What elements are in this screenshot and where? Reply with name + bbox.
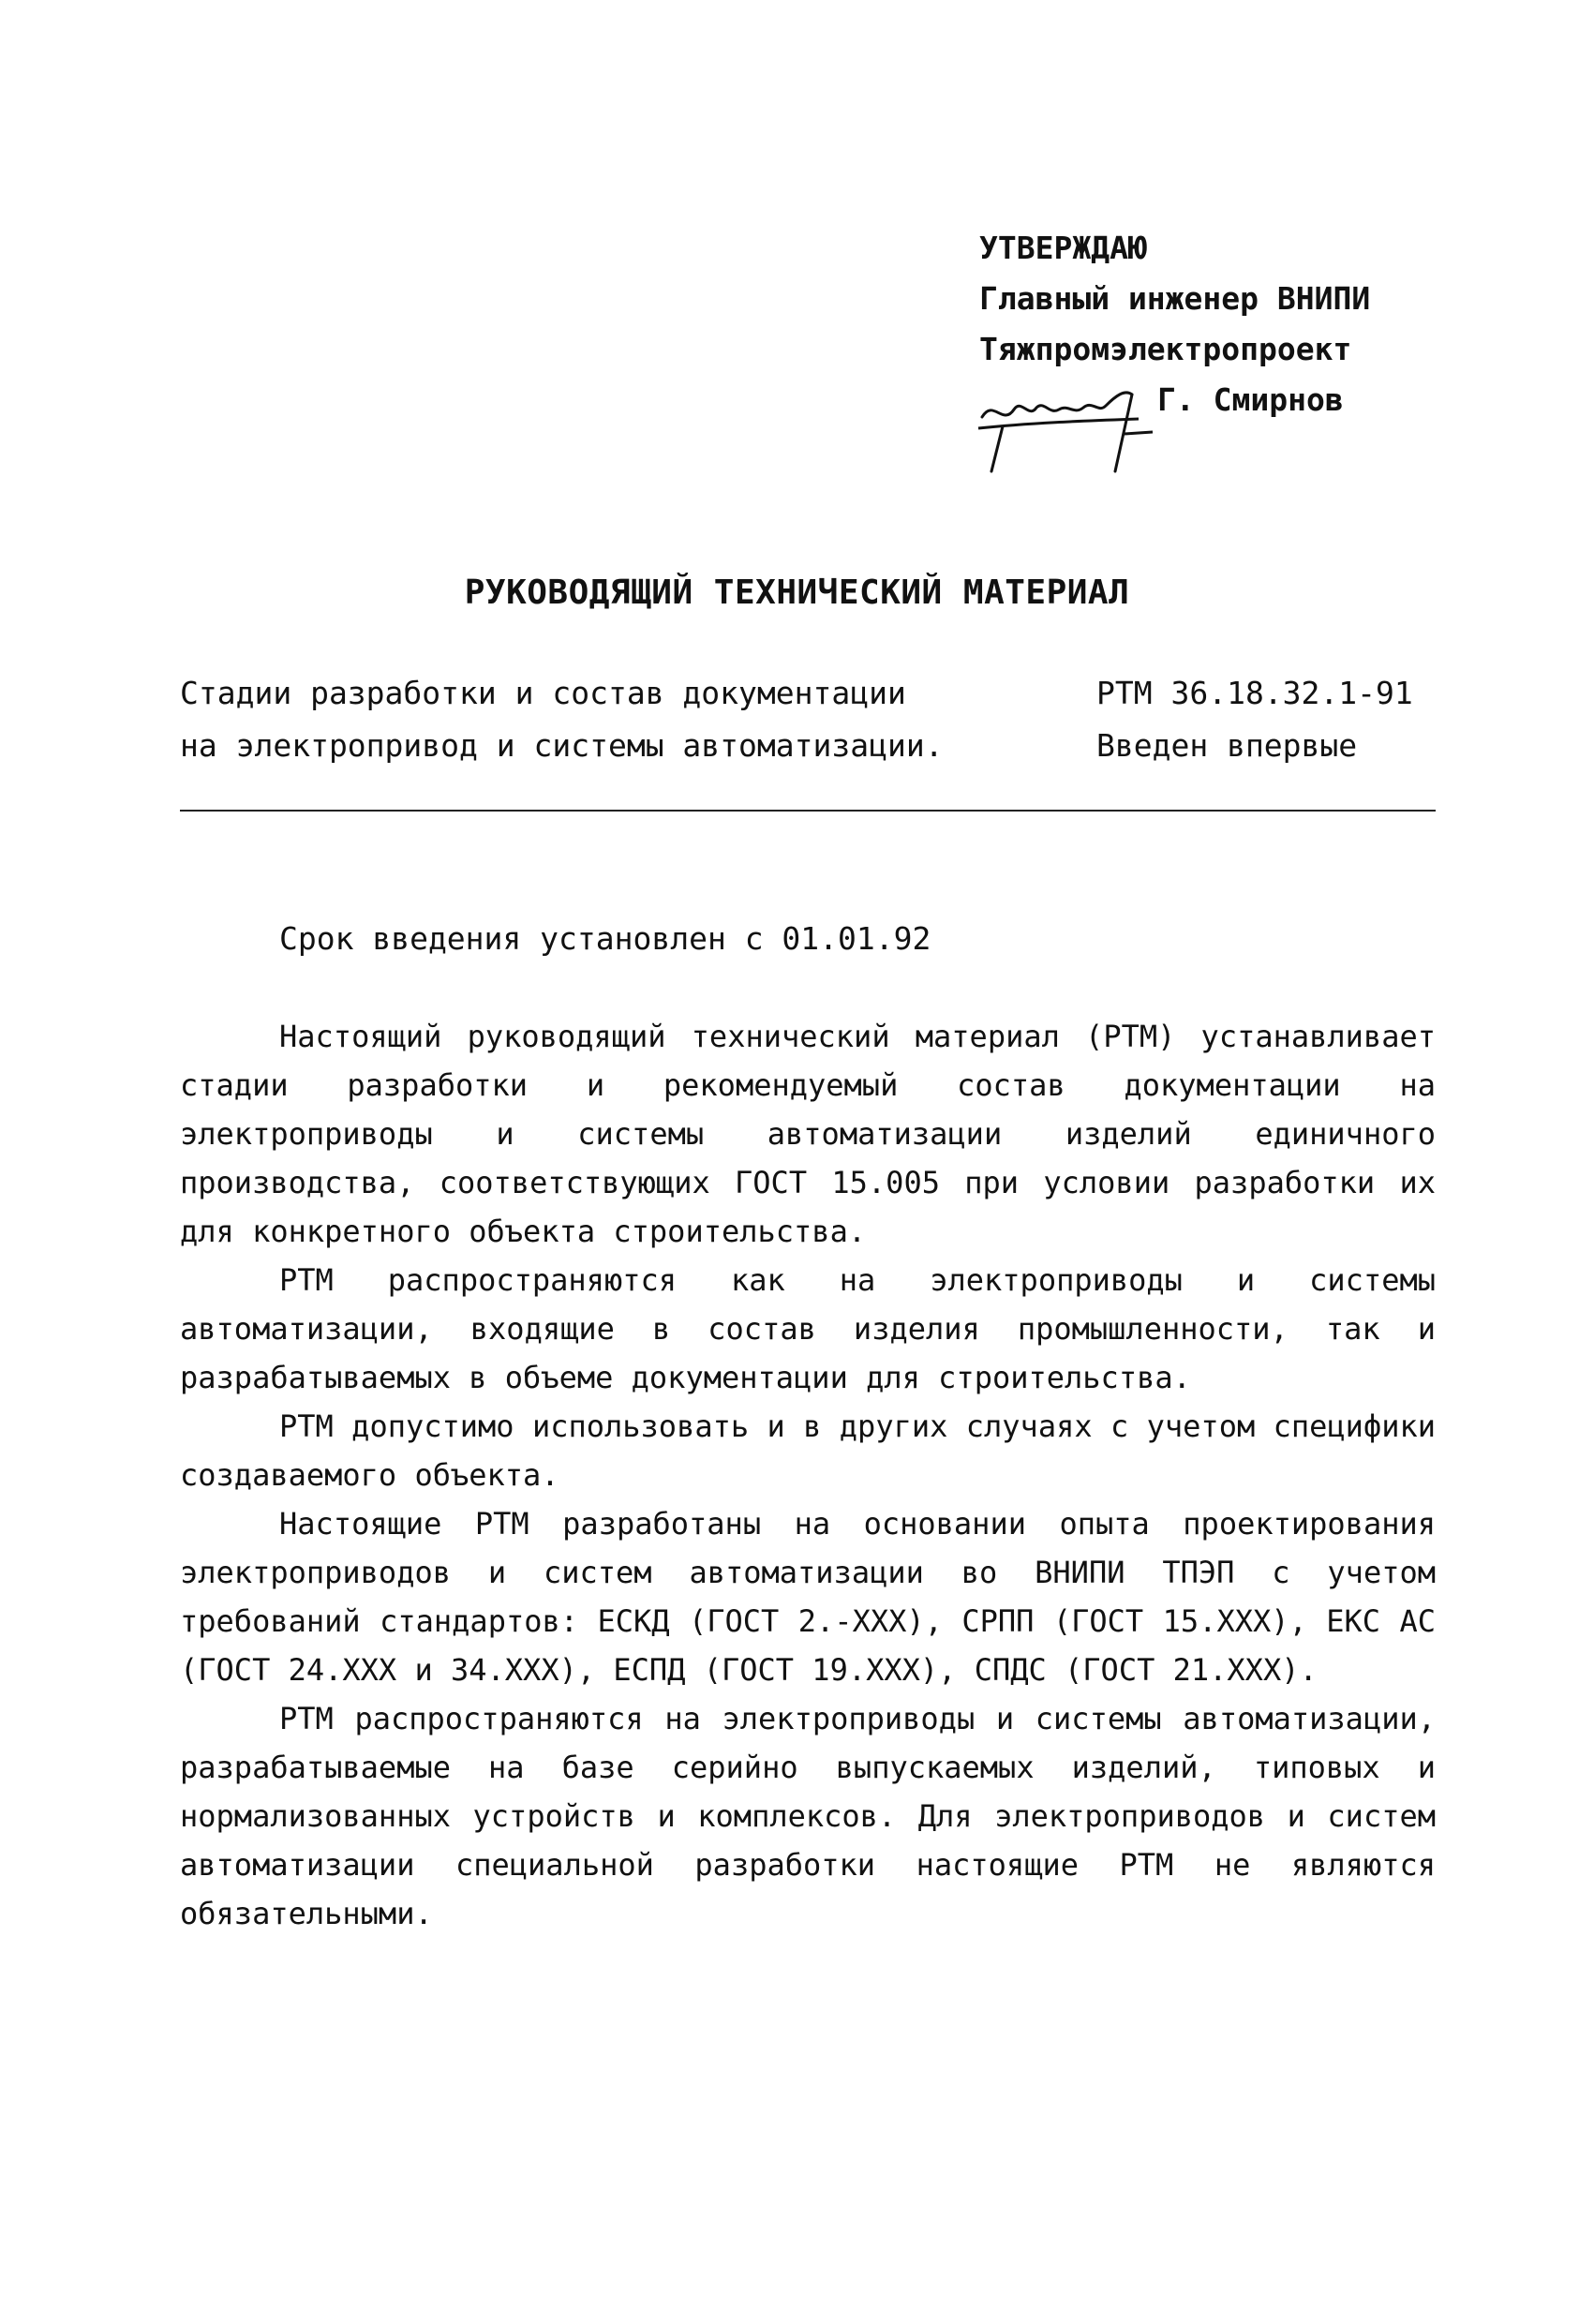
approver-position: Главный инженер ВНИПИ bbox=[979, 280, 1371, 317]
approver-organization: Тяжпромэлектропроект bbox=[979, 331, 1352, 367]
document-status: Введен впервые bbox=[1096, 727, 1358, 764]
paragraph: РТМ допустимо использовать и в других случаях с учетом специфики создаваемого объекта. bbox=[180, 1408, 1436, 1493]
signatory-name: Г. Смирнов bbox=[1157, 381, 1344, 418]
document-body bbox=[180, 1012, 1436, 1938]
subject-line-2: на электропривод и системы автоматизации. bbox=[180, 727, 944, 764]
paragraph: РТМ распространяются как на электроприводы и системы автоматизации, входящие в состав изделия промышленности, так и разрабатываемых в объеме документации для строительства. bbox=[180, 1262, 1436, 1395]
paragraph: РТМ распространяются на электроприводы и системы автоматизации, разрабатываемые на базе серийно выпускаемых изделий, типовых и нормализованных устройств и комплексов. Для электроприводов и систем автоматизации специальной разработки настоящие РТМ не являются обязательными. bbox=[180, 1701, 1436, 1931]
document-code-block bbox=[1096, 667, 1413, 772]
approval-heading: УТВЕРЖДАЮ bbox=[979, 230, 1147, 266]
document-title: РУКОВОДЯЩИЙ ТЕХНИЧЕСКИЙ МАТЕРИАЛ bbox=[464, 574, 1130, 612]
header-divider bbox=[180, 810, 1436, 812]
document-number: РТМ 36.18.32.1-91 bbox=[1096, 675, 1413, 711]
paragraph: Настоящие РТМ разработаны на основании опыта проектирования электроприводов и систем автоматизации во ВНИПИ ТПЭП с учетом требований стандартов: ЕСКД (ГОСТ 2.-ХХХ), СРПП (ГОСТ 15.ХХХ), ЕКС АС (ГОСТ 24.ХХХ и 34.ХХХ), ЕСПД (ГОСТ 19.ХХХ), СПДС (ГОСТ 21.ХХХ). bbox=[180, 1506, 1436, 1688]
effective-date: Срок введения установлен с 01.01.92 bbox=[279, 920, 931, 957]
document-subject bbox=[180, 667, 944, 772]
subject-line-1: Стадии разработки и состав документации bbox=[180, 675, 906, 711]
paragraph: Настоящий руководящий технический материал (РТМ) устанавливает стадии разработки и рекомендуемый состав документации на электроприводы и системы автоматизации изделий единичного производства, соответствующих ГОСТ 15.005 при условии разработки их для конкретного объекта строительства. bbox=[180, 1019, 1436, 1249]
handwritten-signature bbox=[975, 361, 1190, 483]
